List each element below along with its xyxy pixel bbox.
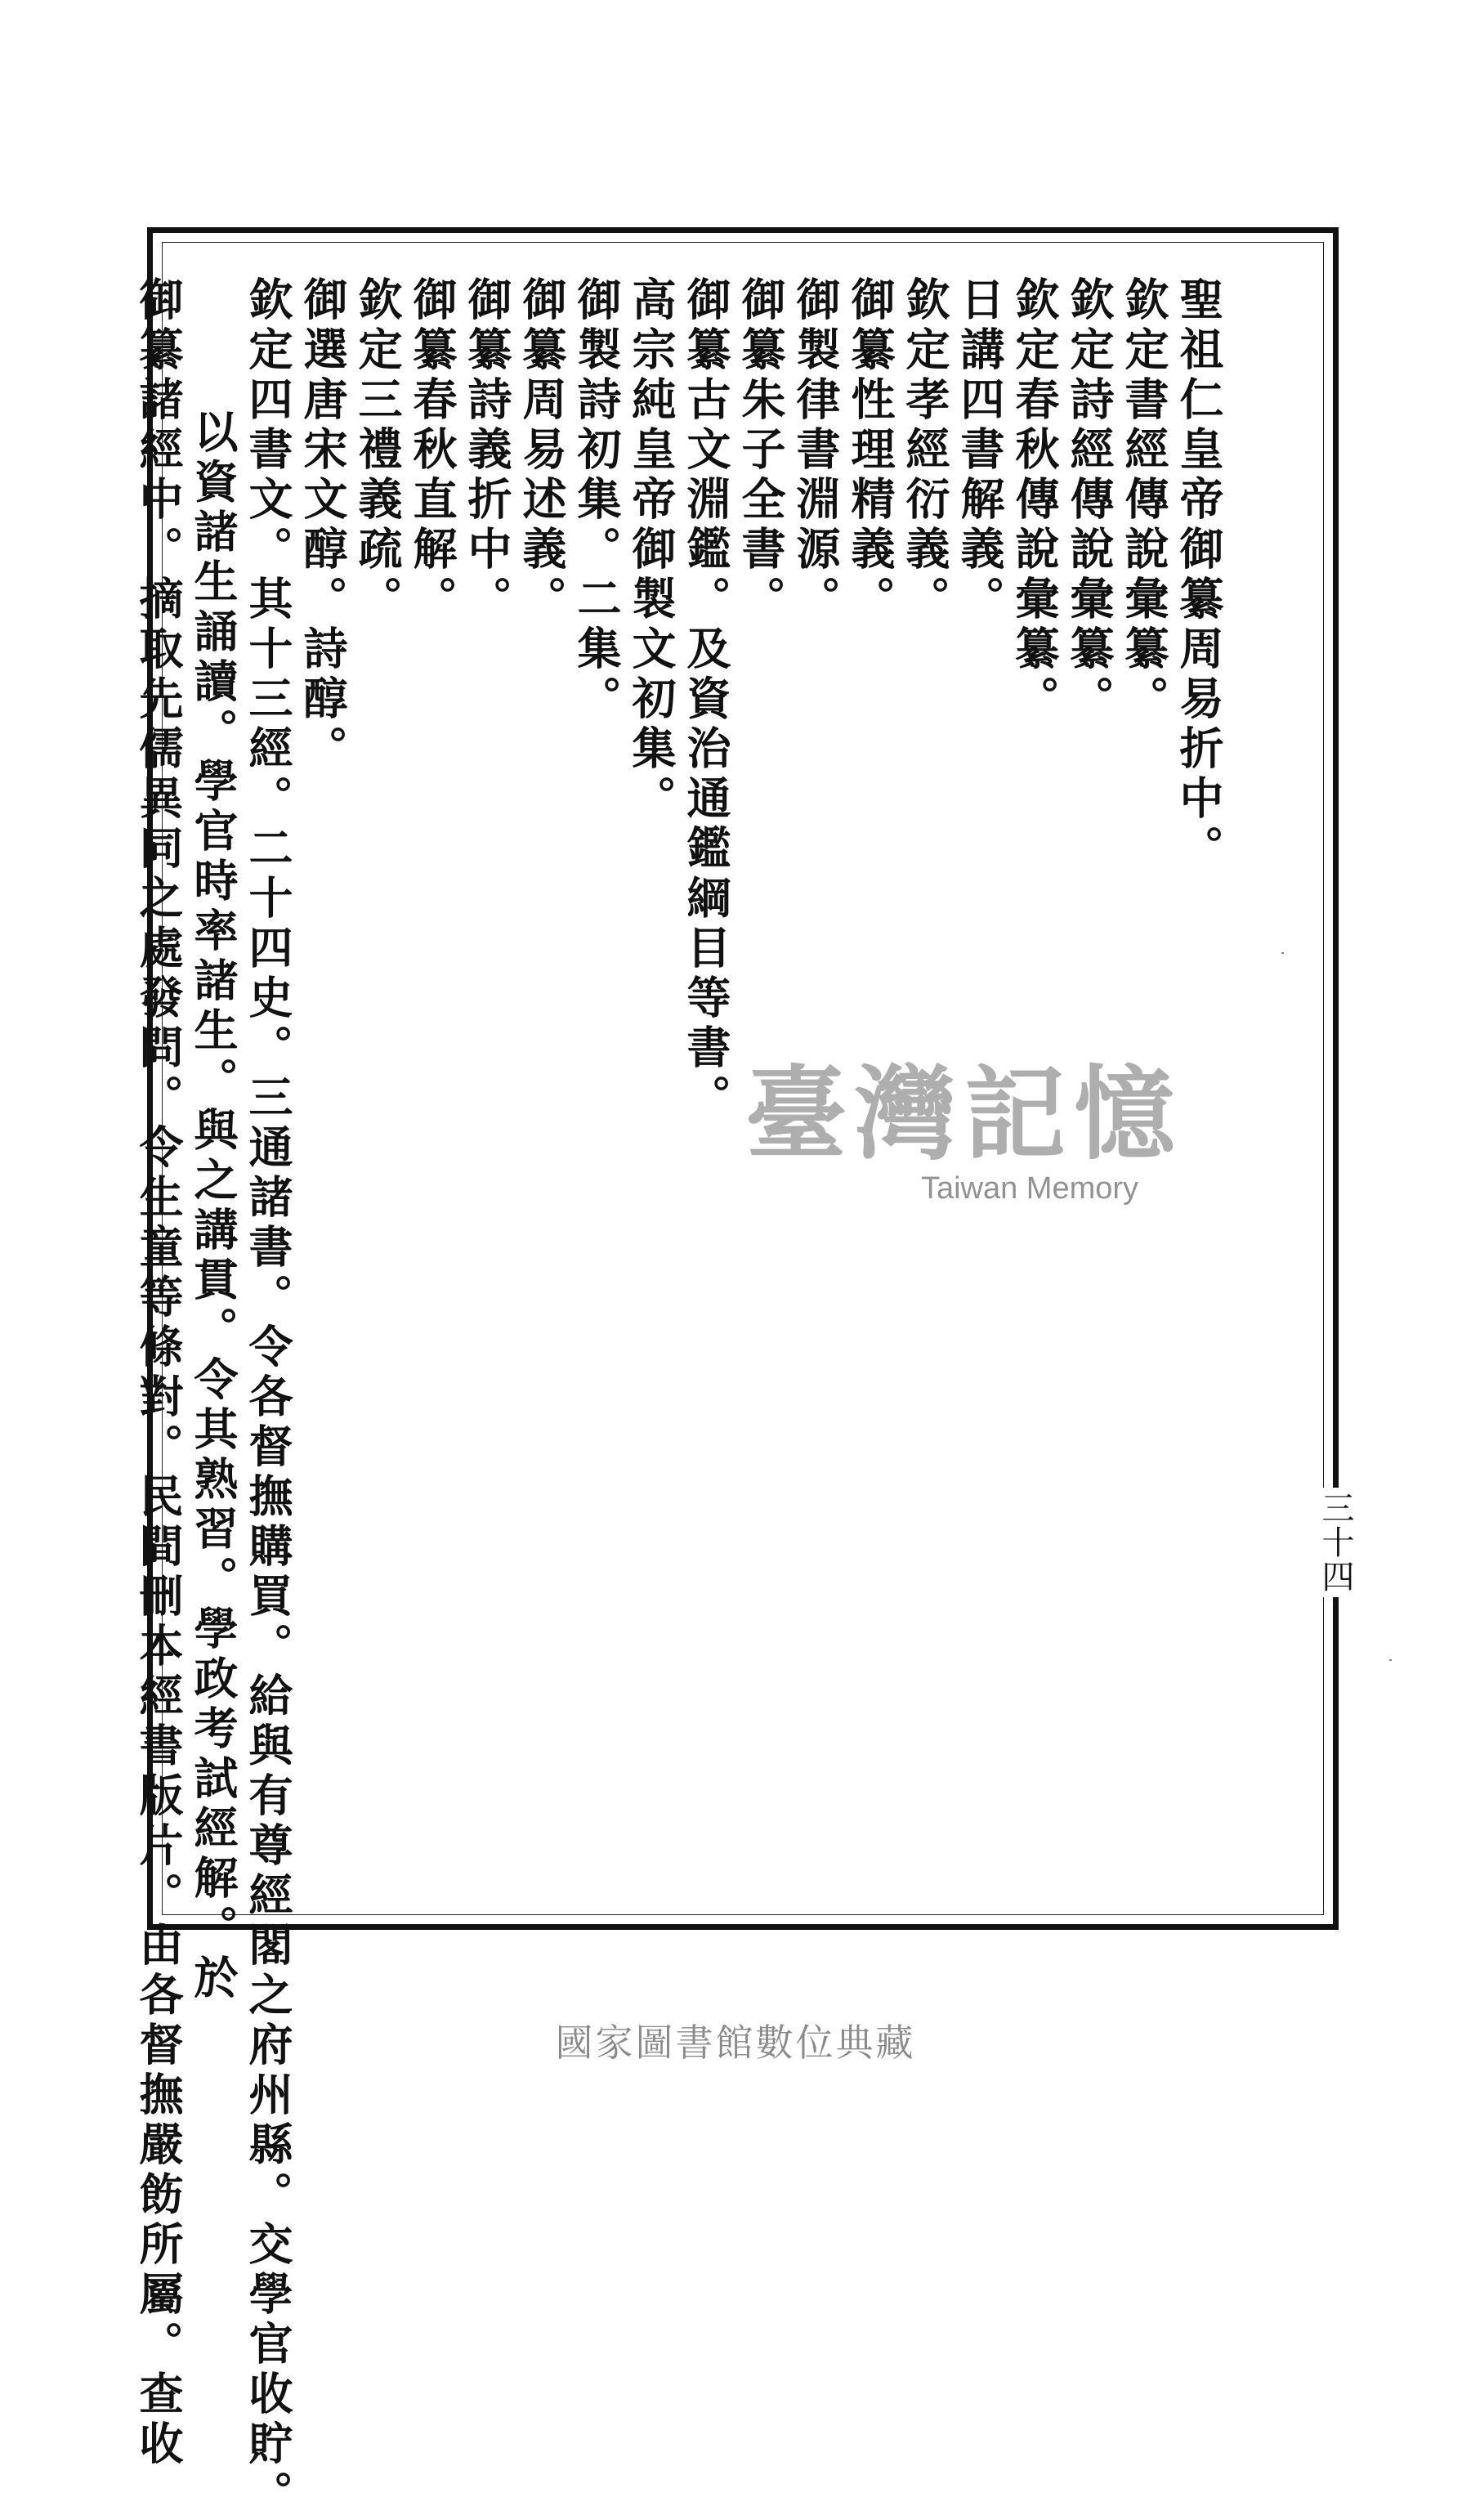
text-column-8: 御製律書淵源。	[789, 276, 842, 625]
taiwan-memory-watermark	[736, 1054, 1193, 1234]
text-column-17: 御選唐宋文醇。詩醇。	[297, 276, 349, 775]
watermark-chinese-text: 臺灣記憶	[744, 1055, 1183, 1174]
text-column-10: 御纂古文淵鑑。及資治通鑑綱目等書。	[680, 276, 732, 1124]
library-footer-caption: 國家圖書館數位典藏	[555, 2021, 916, 2065]
text-column-18: 欽定四書文。其十三經。二十四史。三通諸書。令各督撫購買。給與有尊經閣之府州縣。交學官收貯。	[242, 276, 294, 2520]
text-column-5: 日講四書解義。	[954, 276, 1006, 625]
text-column-6: 欽定孝經衍義。	[899, 276, 951, 625]
text-column-12: 御製詩初集。二集。	[570, 276, 623, 725]
text-column-19: 以資諸生誦讀。學官時率諸生。與之講貫。令其熟習。學政考試經解。於	[187, 409, 239, 2004]
text-column-1: 聖祖仁皇帝御纂周易折中。	[1173, 276, 1225, 875]
folio-page-number: 三十四	[1312, 1488, 1359, 1597]
text-column-13: 御纂周易述義。	[516, 276, 568, 625]
text-column-11: 高宗純皇帝御製文初集。	[625, 276, 677, 825]
text-column-9: 御纂朱子全書。	[735, 276, 787, 625]
text-column-15: 御纂春秋直解。	[406, 276, 458, 625]
text-column-7: 御纂性理精義。	[844, 276, 896, 625]
scan-speck	[1389, 1659, 1392, 1661]
text-column-2: 欽定書經傳說彙纂。	[1118, 276, 1170, 725]
text-column-4: 欽定春秋傳說彙纂。	[1008, 276, 1061, 725]
text-column-20: 御纂諸經中。摘取先儒異同之處發問。令生童等條對。民間刪本經書版片。由各督撫嚴飭所屬。查收	[132, 276, 185, 2470]
text-column-16: 欽定三禮義疏。	[351, 276, 404, 625]
scan-speck	[1281, 952, 1284, 954]
text-column-14: 御纂詩義折中。	[461, 276, 513, 625]
watermark-english-text: Taiwan Memory	[920, 1170, 1139, 1206]
text-column-3: 欽定詩經傳說彙纂。	[1063, 276, 1116, 725]
